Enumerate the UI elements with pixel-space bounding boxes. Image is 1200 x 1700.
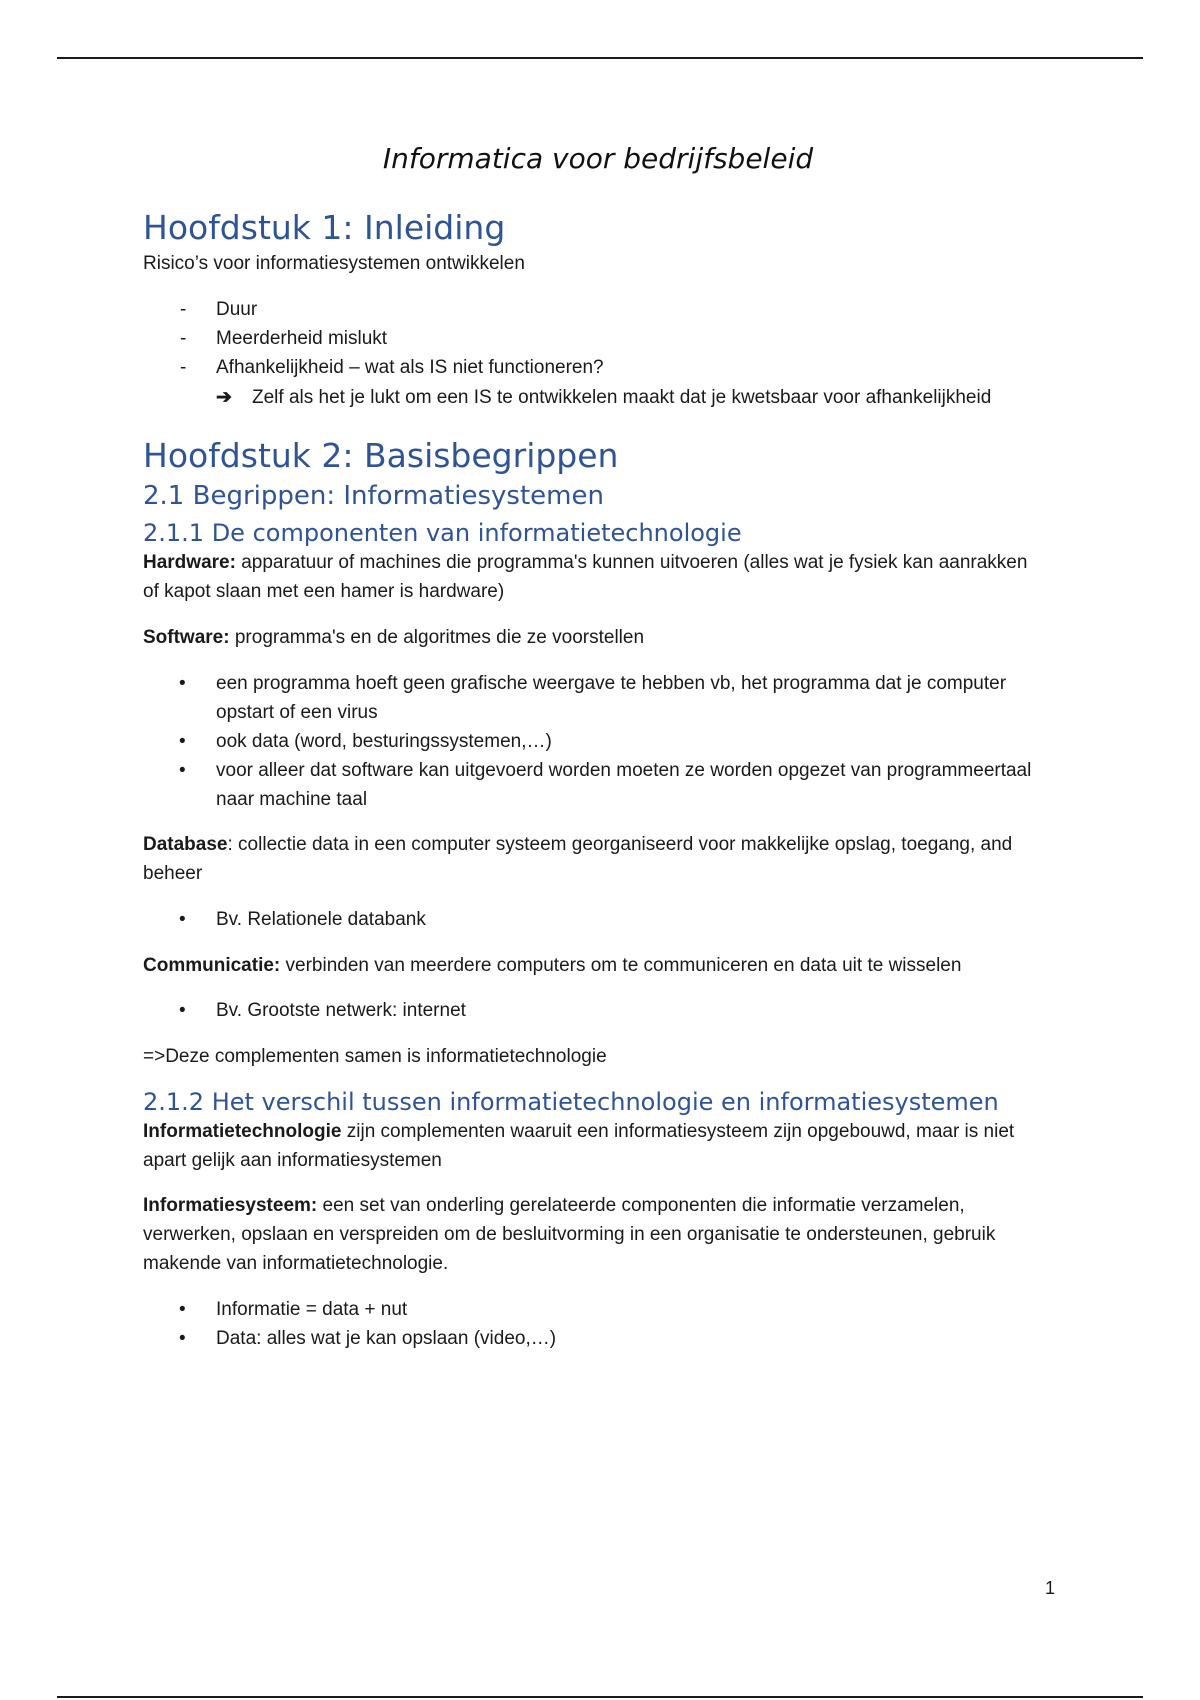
chapter-2-heading: Hoofdstuk 2: Basisbegrippen <box>143 436 619 475</box>
bullet-marker: • <box>179 1000 186 1021</box>
is-definition: Informatiesysteem: een set van onderling gerelateerde componenten die informatie verzamelen, verwerken, opslaan en verspreiden om de besluitvorming in een organisatie te ondersteunen, gebruik makende van informatietechnologie. <box>143 1195 996 1274</box>
bullet-marker: • <box>179 760 186 781</box>
header-rule <box>57 57 1143 59</box>
bullet-marker: • <box>179 1299 186 1320</box>
communicatie-term: Communicatie: <box>143 955 281 976</box>
chapter-1-intro: Risico’s voor informatiesystemen ontwikkelen <box>143 253 525 274</box>
is-list <box>143 1295 1043 1353</box>
software-term: Software: <box>143 627 230 648</box>
it-term: Informatietechnologie <box>143 1121 342 1142</box>
list-item: • Bv. Grootste netwerk: internet <box>143 996 1043 1025</box>
list-item: • ook data (word, besturingssystemen,…) <box>143 727 1043 756</box>
software-list <box>143 669 1043 814</box>
bullet-marker: • <box>179 731 186 752</box>
list-item: • voor alleer dat software kan uitgevoerd worden moeten ze worden opgezet van programmeertaal naar machine taal <box>143 756 1043 814</box>
summary-line: =>Deze complementen samen is informatietechnologie <box>143 1046 607 1067</box>
chapter-1-heading: Hoofdstuk 1: Inleiding <box>143 208 506 247</box>
it-definition: Informatietechnologie zijn complementen waaruit een informatiesysteem zijn opgebouwd, maar is niet apart gelijk aan informatiesystemen <box>143 1121 1015 1171</box>
bullet-marker: • <box>179 909 186 930</box>
document-title: Informatica voor bedrijfsbeleid <box>382 142 814 175</box>
section-2-1-1-heading: 2.1.1 De componenten van informatietechnologie <box>143 519 742 547</box>
dash-marker: - <box>180 328 187 349</box>
hardware-definition: Hardware: apparatuur of machines die programma's kunnen uitvoeren (alles wat je fysiek kan aanrakken of kapot slaan met een hamer is hardware) <box>143 552 1028 602</box>
arrow-icon: ➔ <box>216 387 232 408</box>
list-item: • Informatie = data + nut <box>143 1295 1043 1324</box>
list-item: - Afhankelijkheid – wat als IS niet functioneren? <box>143 353 1043 382</box>
list-item: • Data: alles wat je kan opslaan (video,…) <box>143 1324 1043 1353</box>
list-item: • Bv. Relationele databank <box>143 905 1043 934</box>
database-list <box>143 905 1043 934</box>
software-definition: Software: programma's en de algoritmes die ze voorstellen <box>143 627 645 648</box>
is-term: Informatiesysteem: <box>143 1195 318 1216</box>
communicatie-definition: Communicatie: verbinden van meerdere computers om te communiceren en data uit te wisselen <box>143 955 962 976</box>
chapter-1-risk-list <box>143 295 1043 382</box>
dash-marker: - <box>180 357 187 378</box>
list-item: - Duur <box>143 295 1043 324</box>
bullet-marker: • <box>179 1328 186 1349</box>
list-item: • een programma hoeft geen grafische weergave te hebben vb, het programma dat je computer opstart of een virus <box>143 669 1043 727</box>
footer-rule <box>57 1696 1143 1698</box>
bullet-marker: • <box>179 673 186 694</box>
communicatie-list <box>143 996 1043 1025</box>
section-2-1-heading: 2.1 Begrippen: Informatiesystemen <box>143 481 604 511</box>
database-definition: Database: collectie data in een computer systeem georganiseerd voor makkelijke opslag, toegang, and beheer <box>143 834 1013 884</box>
dash-marker: - <box>180 299 187 320</box>
database-term: Database <box>143 834 228 855</box>
list-item: - Meerderheid mislukt <box>143 324 1043 353</box>
page-number: 1 <box>1045 1578 1056 1598</box>
arrow-note: ➔ Zelf als het je lukt om een IS te ontwikkelen maakt dat je kwetsbaar voor afhankelijkheid <box>216 383 991 412</box>
hardware-term: Hardware: <box>143 552 236 573</box>
section-2-1-2-heading: 2.1.2 Het verschil tussen informatietechnologie en informatiesystemen <box>143 1088 999 1116</box>
